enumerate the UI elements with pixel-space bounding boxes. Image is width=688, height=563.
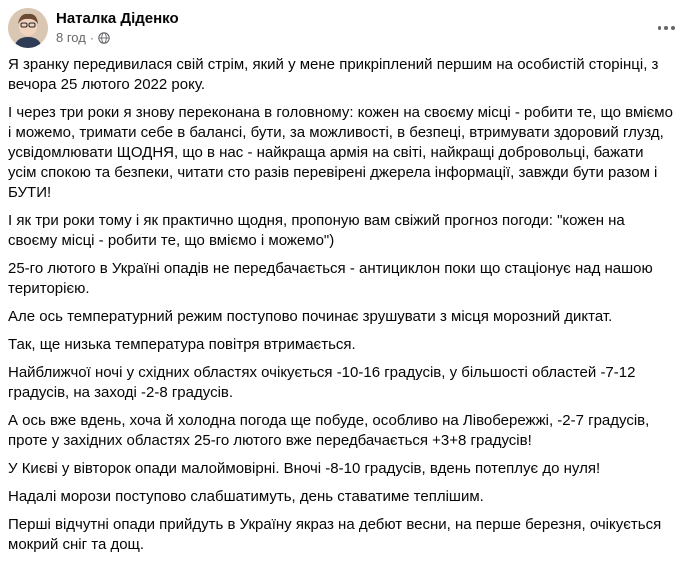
post-paragraph: У Києві у вівторок опади малоймовірні. Вночі -8-10 градусів, вдень потеплує до нуля! [8,460,601,477]
post-paragraph: Так, ще низька температура повітря втримається. [8,336,356,353]
post-paragraph: І як три роки тому і як практично щодня, пропоную вам свіжий прогноз погоди: "кожен на своєму місці - робити те, що вміємо і можемо") [8,212,625,249]
post-paragraph: 25-го лютого в Україні опадів не передбачається - антициклон поки що стаціонує над нашою територією. [8,260,653,297]
post-header [8,8,688,48]
post-paragraph: А ось вже вдень, хоча й холодна погода ще побуде, особливо на Лівобережжі, -2-7 градусів, проте у західних областях 25-го лютого вже передбачається +3+8 градусів! [8,412,650,449]
post-paragraph: Надалі морози поступово слабшатимуть, день ставатиме теплішим. [8,488,484,505]
post-paragraph: Я зранку передивилася свій стрім, який у мене прикріплений першим на особистій сторінці, з вечора 25 лютого 2022 року. [8,56,659,93]
post-paragraph: Але ось температурний режим поступово починає зрушувати з місця морозний диктат. [8,308,613,325]
post-paragraph: Перші відчутні опади прийдуть в Україну якраз на дебют весни, на перше березня, очікується мокрий сніг та дощ. [8,516,662,553]
post-body [8,55,673,563]
more-options-icon[interactable] [656,18,676,38]
author-name[interactable]: Наталка Діденко [56,10,179,27]
avatar[interactable] [8,8,48,48]
post-timestamp[interactable]: 8 год [56,30,86,45]
post-meta [56,30,110,45]
post-paragraph: Найближчої ночі у східних областях очікується -10-16 градусів, у більшості областей -7-12 градусів, на заході -2-8 градусів. [8,364,636,401]
globe-icon[interactable] [98,32,110,44]
post-paragraph: І через три роки я знову переконана в головному: кожен на своєму місці - робити те, що вміємо і можемо, тримати себе в балансі, бути, за можливості, в безпеці, втримувати здоровий глузд, усвідомлювати ЩОДНЯ, що в нас - найкраща армія на світі, найкращі добровольці, бажати усім спокою та безпеки, читати сто разів перевірені джерела інформації, завжди бути разом і БУТИ! [8,104,673,201]
meta-separator: · [89,30,94,45]
